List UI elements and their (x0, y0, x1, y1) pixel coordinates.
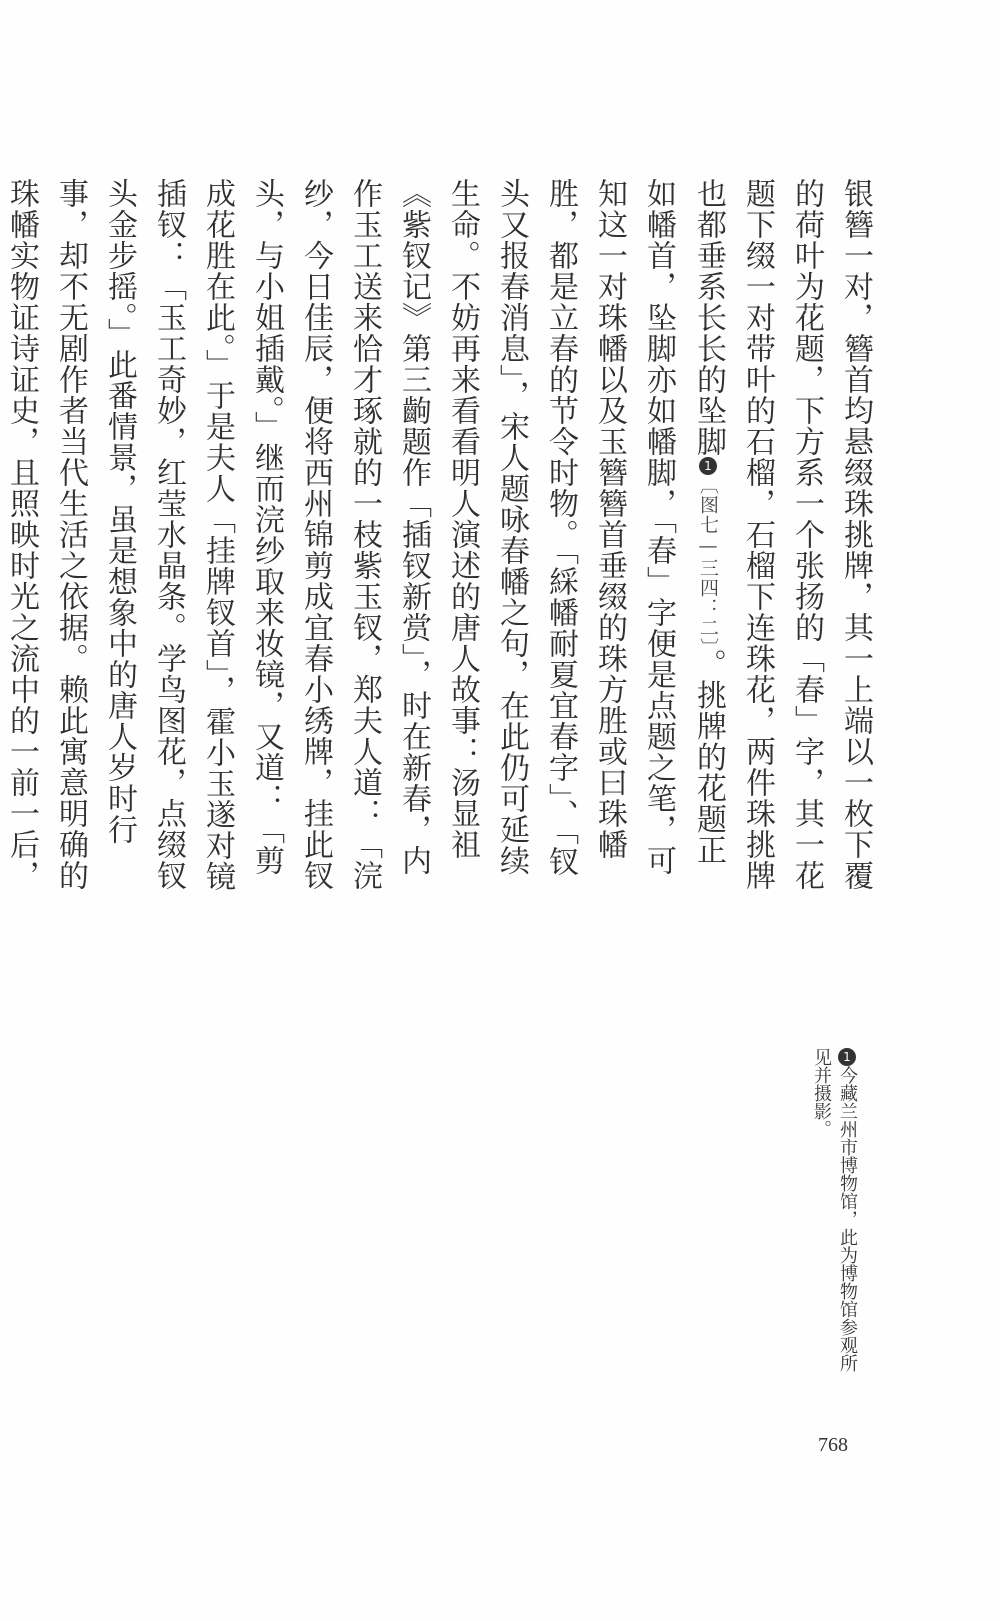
footnote-marker: 1 (701, 458, 715, 474)
footnote (808, 1048, 860, 1388)
paragraph-1-after-footnote: 。挑牌的花题正如幡首，坠脚亦如幡脚，「春」字便是点题之笔，可知这一对珠幡以及玉簪簪首垂缀的珠方胜或曰珠幡胜，都是立春的节令时物。「綵幡耐夏宜春字」、「钗头又报春消息」，宋人题咏春幡之句，在此仍可延续生命。 (445, 178, 726, 877)
footnote-number: 1 (840, 1050, 854, 1064)
paragraph-1 (0, 178, 880, 894)
footnote-text: 今藏兰州市博物馆，此为博物馆参观所见并摄影。 (811, 1048, 858, 1372)
page-number: 768 (818, 1434, 848, 1456)
figure-reference: 〔图七—三四：二〕 (697, 475, 719, 649)
paragraph-2: 不妨再来看看明人演述的唐人故事：汤显祖《紫钗记》第三齣题作「插钗新赏」，时在新春，内作玉工送来恰才琢就的一枝紫玉钗，郑夫人道：「浣纱，今日佳辰，便将西州锦剪成宜春小绣牌，挂此钗头，与小姐插戴。」继而浣纱取来妆镜，又道：「剪成花胜在此。」于是夫人「挂牌钗首」，霍小玉遂对镜插钗：「玉工奇妙，红莹水晶条。学鸟图花，点缀钗头金步摇。」此番情景，虽是想象中的唐人岁时行事，却不无剧作者当代生活之依据。赖此寓意明确的珠幡实物证诗证史，且照映时光之流中的一前一后， (4, 178, 480, 892)
main-text (0, 178, 880, 894)
paragraph-1-before-footnote: 银簪一对，簪首均悬缀珠挑牌，其一上端以一枚下覆的荷叶为花题，下方系一个张扬的「春」字，其一花题下缀一对带叶的石榴，石榴下连珠花，两件珠挑牌也都垂系长长的坠脚 (691, 178, 873, 891)
